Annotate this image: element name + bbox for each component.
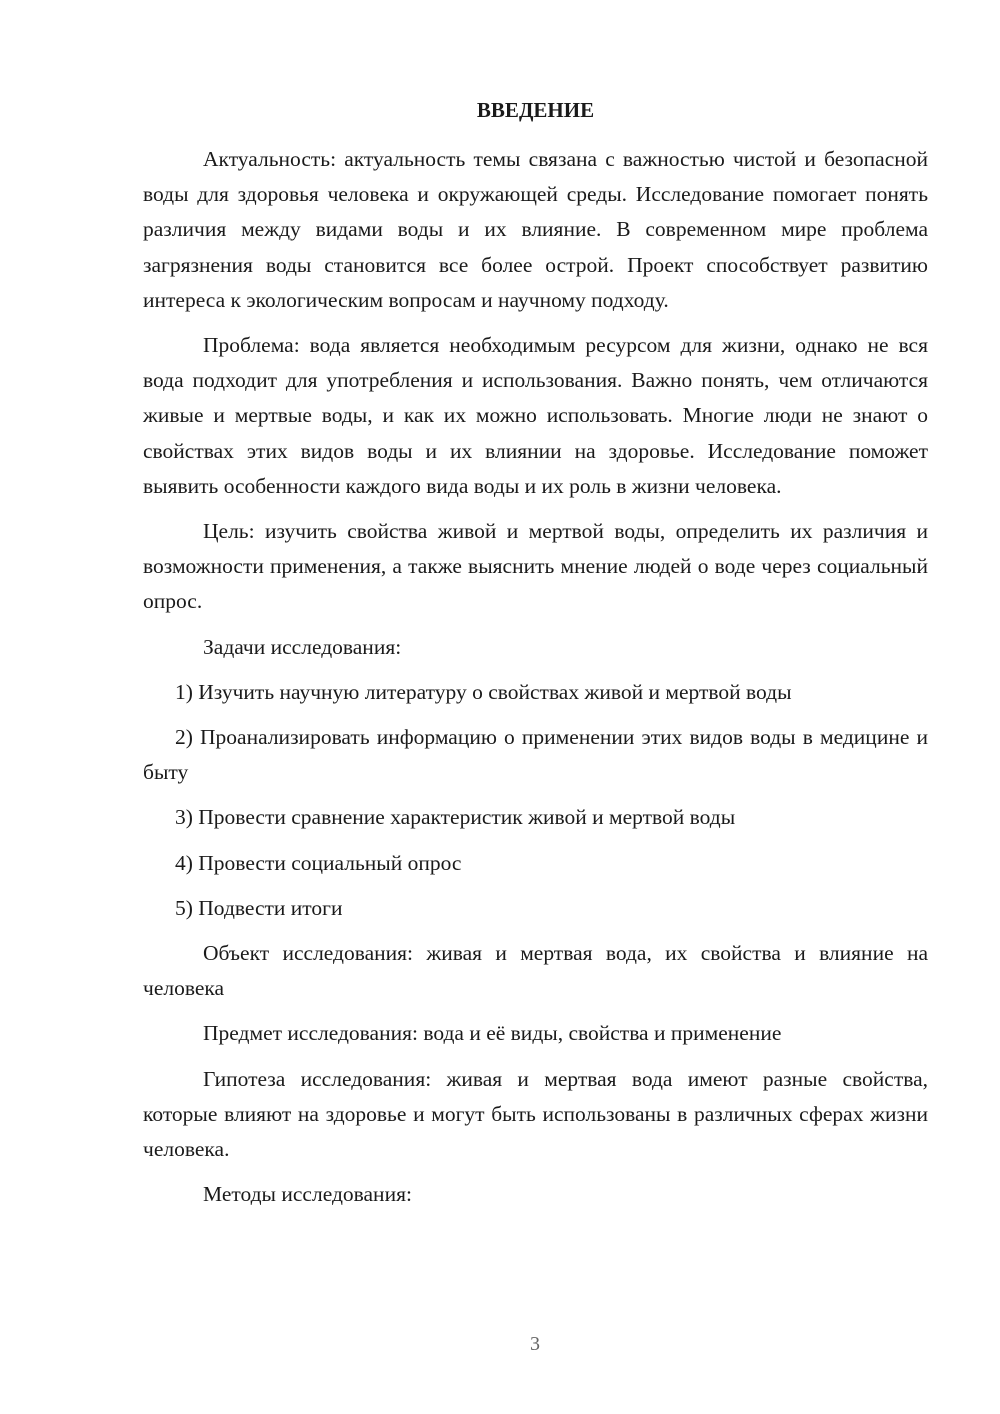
list-item: 2) Проанализировать информацию о применении этих видов воды в медицине и быту: [143, 725, 928, 785]
paragraph-object: Объект исследования: живая и мертвая вода, их свойства и влияние на человека: [143, 941, 928, 1001]
page-number: 3: [530, 1333, 540, 1355]
methods-heading: Методы исследования:: [203, 1182, 412, 1207]
paragraph-relevance: Актуальность: актуальность темы связана с важностью чистой и безопасной воды для здоровья человека и окружающей среды. Исследование помогает понять различия между видами воды и их влияние. В современном мире проблема загрязнения воды становится все более острой. Проект способствует развитию интереса к экологическим вопросам и научному подходу.: [143, 147, 928, 312]
paragraph-goal: Цель: изучить свойства живой и мертвой воды, определить их различия и возможности применения, а также выяснить мнение людей о воде через социальный опрос.: [143, 519, 928, 614]
paragraph-problem: Проблема: вода является необходимым ресурсом для жизни, однако не вся вода подходит для употребления и использования. Важно понять, чем отличаются живые и мертвые воды, и как их можно использовать. Многие люди не знают о свойствах этих видов воды и их влиянии на здоровье. Исследование поможет выявить особенности каждого вида воды и их роль в жизни человека.: [143, 333, 928, 498]
list-item: 3) Провести сравнение характеристик живой и мертвой воды: [175, 805, 736, 830]
list-item: 1) Изучить научную литературу о свойствах живой и мертвой воды: [175, 679, 792, 704]
tasks-list: [143, 675, 928, 926]
document-page: [143, 95, 928, 1222]
paragraph-hypothesis: Гипотеза исследования: живая и мертвая вода имеют разные свойства, которые влияют на здоровье и могут быть использованы в различных сферах жизни человека.: [143, 1066, 928, 1162]
tasks-heading: Задачи исследования:: [203, 634, 402, 659]
list-item: 5) Подвести итоги: [175, 895, 343, 920]
list-item: 4) Провести социальный опрос: [175, 850, 462, 875]
paragraph-subject: Предмет исследования: вода и её виды, свойства и применение: [203, 1021, 782, 1046]
page-title: ВВЕДЕНИЕ: [476, 98, 595, 122]
